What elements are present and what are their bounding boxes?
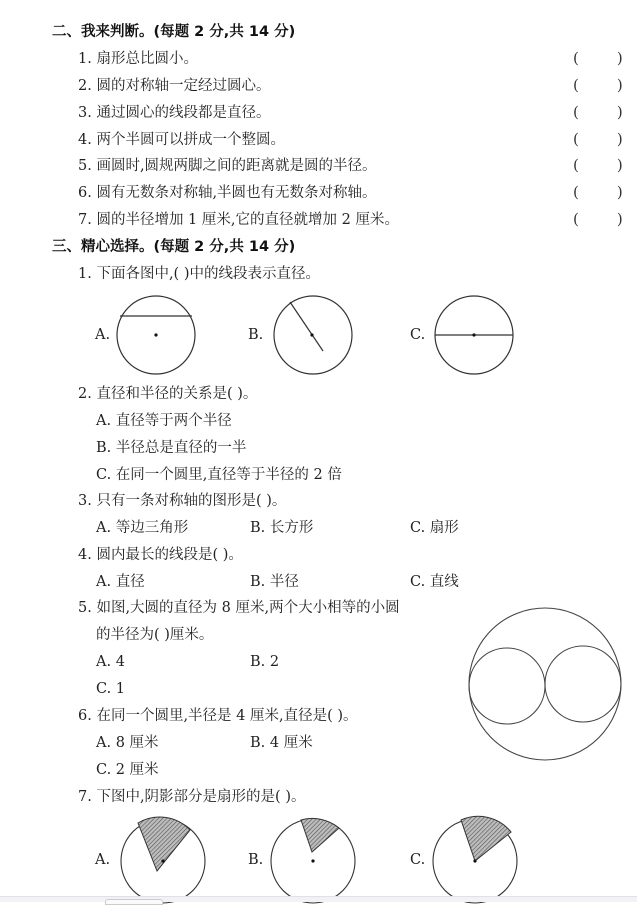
- judge-item-7: 7. 圆的半径增加 1 厘米,它的直径就增加 2 厘米。: [78, 212, 399, 228]
- q5-two-circles-figure: [467, 606, 623, 762]
- bottom-toolbar: [0, 896, 637, 902]
- answer-blank-4[interactable]: ( ): [573, 130, 623, 148]
- question-6: 6. 在同一个圆里,半径是 4 厘米,直径是( )。: [78, 708, 358, 724]
- question-4: 4. 圆内最长的线段是( )。: [78, 547, 243, 563]
- judge-item-5: 5. 画圆时,圆规两脚之间的距离就是圆的半径。: [78, 158, 377, 174]
- q1-circle-radius-figure: [273, 295, 353, 375]
- answer-blank-7[interactable]: ( ): [573, 210, 623, 228]
- judge-item-6: 6. 圆有无数条对称轴,半圆也有无数条对称轴。: [78, 185, 377, 201]
- q3-option-a: A. 等边三角形: [96, 520, 189, 536]
- q4-option-a: A. 直径: [96, 574, 145, 590]
- q3-option-c: C. 扇形: [410, 520, 459, 536]
- q4-option-c: C. 直线: [410, 574, 459, 590]
- q4-option-b: B. 半径: [250, 574, 299, 590]
- q7-sector-not-at-center-figure: [270, 814, 356, 900]
- q5-option-a: A. 4: [96, 654, 125, 670]
- q2-option-b: B. 半径总是直径的一半: [96, 440, 247, 456]
- q1-label-b: B.: [248, 327, 264, 343]
- q7-sector-at-center-figure: [432, 814, 518, 900]
- judge-item-3: 3. 通过圆心的线段都是直径。: [78, 105, 271, 121]
- question-5-line2: 的半径为( )厘米。: [96, 627, 214, 643]
- answer-blank-6[interactable]: ( ): [573, 183, 623, 201]
- q7-sector-offset-vertex-figure: [120, 814, 206, 900]
- question-3: 3. 只有一条对称轴的图形是( )。: [78, 493, 287, 509]
- section-3-title: 三、精心选择。(每题 2 分,共 14 分): [52, 239, 296, 255]
- judge-item-1: 1. 扇形总比圆小。: [78, 51, 198, 67]
- answer-blank-5[interactable]: ( ): [573, 156, 623, 174]
- q7-label-c: C.: [410, 852, 426, 868]
- answer-blank-1[interactable]: ( ): [573, 49, 623, 67]
- question-1: 1. 下面各图中,( )中的线段表示直径。: [78, 266, 320, 282]
- judge-item-4: 4. 两个半圆可以拼成一个整圆。: [78, 132, 285, 148]
- q1-circle-diameter-figure: [434, 295, 514, 375]
- q7-label-b: B.: [248, 852, 264, 868]
- q7-label-a: A.: [95, 852, 111, 868]
- q1-label-a: A.: [95, 327, 111, 343]
- bottom-tab[interactable]: [105, 899, 163, 905]
- q2-option-c: C. 在同一个圆里,直径等于半径的 2 倍: [96, 467, 342, 483]
- q5-option-c: C. 1: [96, 681, 126, 697]
- q6-option-c: C. 2 厘米: [96, 762, 159, 778]
- question-2: 2. 直径和半径的关系是( )。: [78, 386, 258, 402]
- answer-blank-2[interactable]: ( ): [573, 76, 623, 94]
- section-2-title: 二、我来判断。(每题 2 分,共 14 分): [52, 24, 296, 40]
- question-5-line1: 5. 如图,大圆的直径为 8 厘米,两个大小相等的小圆: [78, 600, 400, 616]
- q5-option-b: B. 2: [250, 654, 280, 670]
- q6-option-a: A. 8 厘米: [96, 735, 159, 751]
- q1-circle-chord-figure: [116, 295, 196, 375]
- answer-blank-3[interactable]: ( ): [573, 103, 623, 121]
- q3-option-b: B. 长方形: [250, 520, 314, 536]
- q2-option-a: A. 直径等于两个半径: [96, 413, 232, 429]
- q6-option-b: B. 4 厘米: [250, 735, 313, 751]
- question-7: 7. 下图中,阴影部分是扇形的是( )。: [78, 789, 306, 805]
- judge-item-2: 2. 圆的对称轴一定经过圆心。: [78, 78, 271, 94]
- q1-label-c: C.: [410, 327, 426, 343]
